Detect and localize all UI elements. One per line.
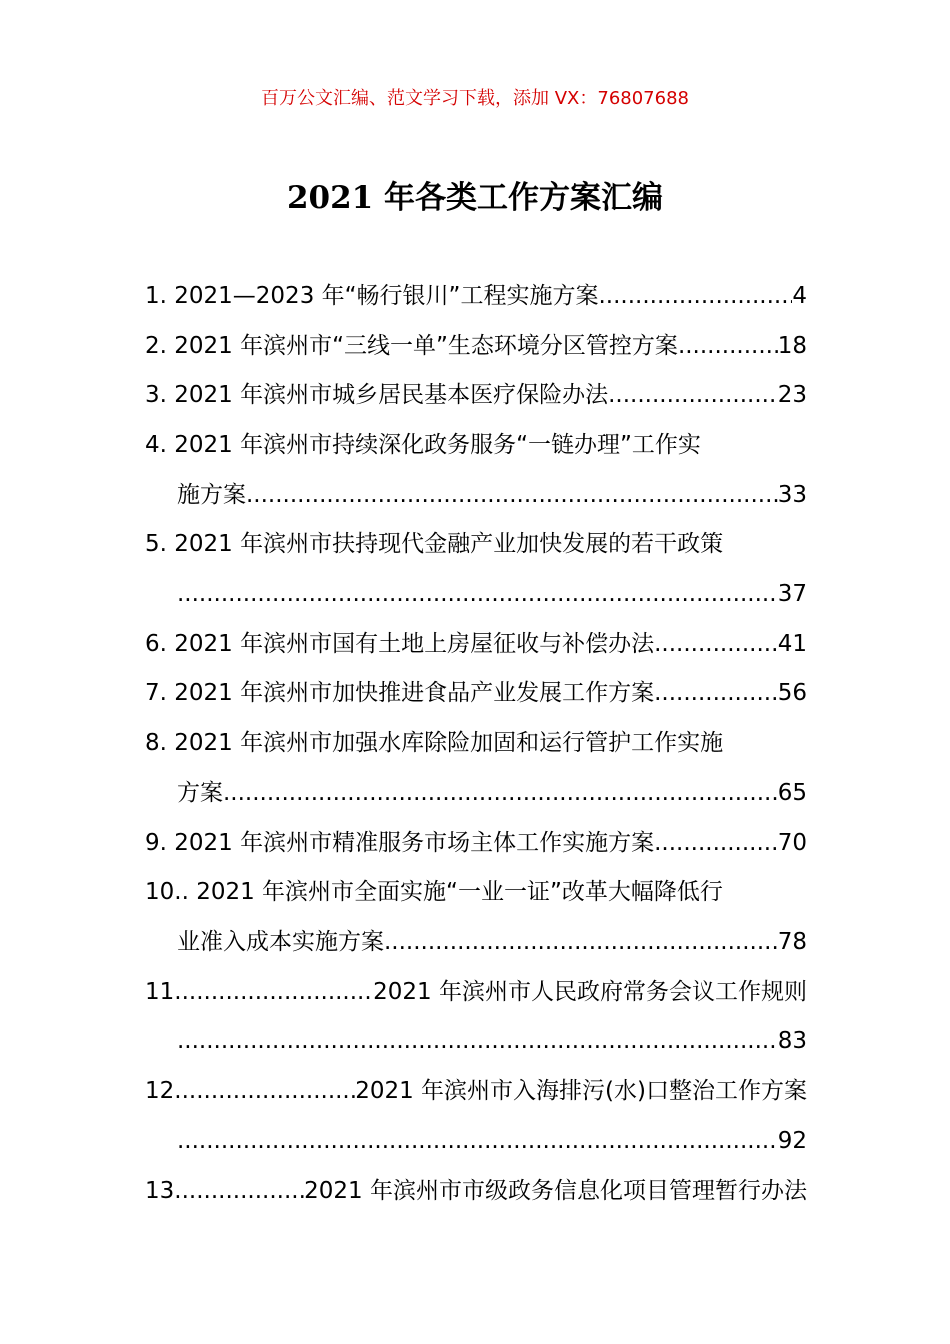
toc-entry-title: 9. 2021 年滨州市精准服务市场主体工作实施方案 <box>145 830 655 856</box>
toc-page-number: 23 <box>777 382 807 408</box>
toc-page-number: 83 <box>777 1028 807 1054</box>
toc-entry-8-continued <box>177 775 807 811</box>
toc-entry-13 <box>145 1173 807 1209</box>
toc-entry-11-continued <box>177 1023 807 1059</box>
toc-entry-5 <box>145 526 807 562</box>
toc-entry-title: 2021 年滨州市市级政务信息化项目管理暂行办法 <box>304 1178 807 1204</box>
toc-entry-title: 10.. 2021 年滨州市全面实施“一业一证”改革大幅降低行 <box>145 879 723 905</box>
document-title: 2021 年各类工作方案汇编 <box>286 180 664 216</box>
toc-entry-title-continued: 施方案 <box>177 482 246 508</box>
toc-page-number: 18 <box>777 333 807 359</box>
dot-leader <box>177 576 778 612</box>
toc-entry-title: 7. 2021 年滨州市加快推进食品产业发展工作方案 <box>145 680 655 706</box>
toc-entry-title: 3. 2021 年滨州市城乡居民基本医疗保险办法 <box>145 382 609 408</box>
toc-entry-3 <box>145 377 807 413</box>
toc-entry-6 <box>145 626 807 662</box>
toc-entry-title-continued: 方案 <box>177 780 223 806</box>
toc-entry-10-continued <box>177 924 807 960</box>
toc-entry-5-continued <box>177 576 807 612</box>
dot-leader <box>654 675 778 711</box>
dot-leader <box>223 775 778 811</box>
toc-entry-title: 1. 2021—2023 年“畅行银川”工程实施方案 <box>145 283 599 309</box>
toc-entry-4-continued <box>177 477 807 513</box>
toc-entry-title: 6. 2021 年滨州市国有土地上房屋征收与补偿办法 <box>145 631 655 657</box>
dot-leader <box>654 626 778 662</box>
toc-entry-7 <box>145 675 807 711</box>
dot-leader <box>678 328 778 364</box>
toc-entry-title: 2021 年滨州市人民政府常务会议工作规则 <box>373 979 807 1005</box>
toc-entry-9 <box>145 825 807 861</box>
toc-entry-title: 2. 2021 年滨州市“三线一单”生态环境分区管控方案 <box>145 333 678 359</box>
dot-leader <box>174 974 373 1010</box>
toc-entry-2 <box>145 328 807 364</box>
toc-entry-8 <box>145 725 807 761</box>
toc-page-number: 37 <box>777 581 807 607</box>
toc-page-number: 56 <box>777 680 807 706</box>
dot-leader <box>246 477 778 513</box>
dot-leader <box>177 1123 778 1159</box>
dot-leader <box>654 825 778 861</box>
toc-page-number: 33 <box>777 482 807 508</box>
dot-leader <box>384 924 778 960</box>
toc-page-number: 65 <box>777 780 807 806</box>
dot-leader <box>608 377 778 413</box>
toc-page-number: 41 <box>777 631 807 657</box>
toc-entry-number: 11 <box>145 979 175 1005</box>
toc-entry-title: 5. 2021 年滨州市扶持现代金融产业加快发展的若干政策 <box>145 531 724 557</box>
toc-entry-title-continued: 业准入成本实施方案 <box>177 929 384 955</box>
toc-entry-number: 12 <box>145 1078 175 1104</box>
toc-page-number: 78 <box>777 929 807 955</box>
dot-leader <box>177 1023 778 1059</box>
toc-page-number: 70 <box>777 830 807 856</box>
dot-leader <box>598 278 792 314</box>
header-note: 百万公文汇编、范文学习下载，添加 VX：76807688 <box>261 88 689 109</box>
toc-entry-1 <box>145 278 807 314</box>
toc-entry-title: 8. 2021 年滨州市加强水库除险加固和运行管护工作实施 <box>145 730 724 756</box>
toc-entry-4 <box>145 427 807 463</box>
toc-entry-12 <box>145 1073 807 1109</box>
toc-entry-11 <box>145 974 807 1010</box>
toc-page-number: 92 <box>777 1128 807 1154</box>
toc-entry-12-continued <box>177 1123 807 1159</box>
toc-entry-10 <box>145 874 807 910</box>
toc-entry-number: 13 <box>145 1178 175 1204</box>
toc-entry-title: 2021 年滨州市入海排污(水)口整治工作方案 <box>355 1078 807 1104</box>
dot-leader <box>174 1173 304 1209</box>
toc-entry-title: 4. 2021 年滨州市持续深化政务服务“一链办理”工作实 <box>145 432 701 458</box>
toc-page-number: 4 <box>792 283 807 309</box>
dot-leader <box>174 1073 355 1109</box>
